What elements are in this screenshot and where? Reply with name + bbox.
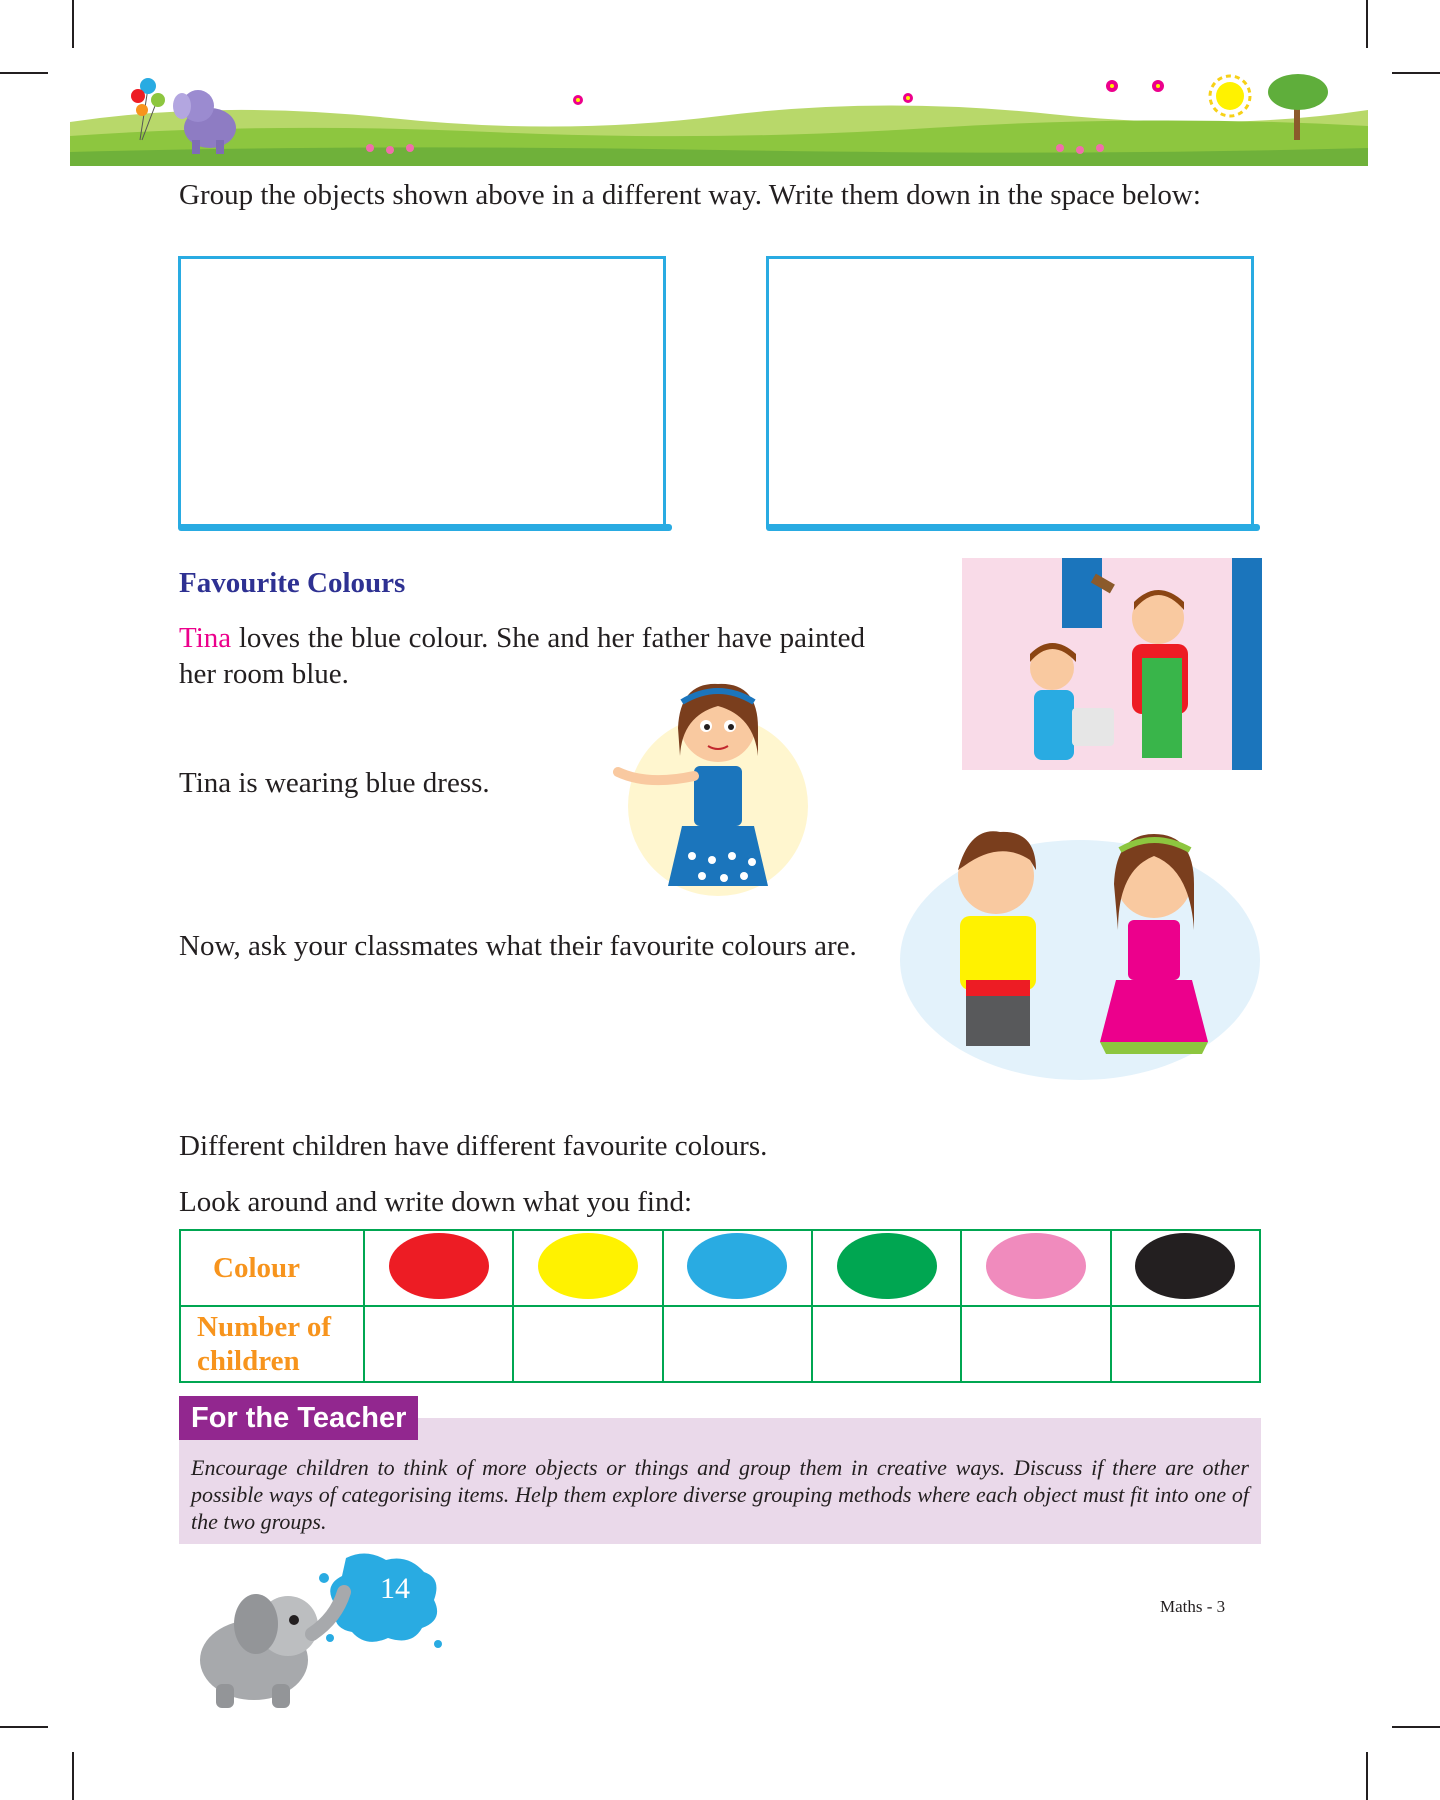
- crop-mark: [0, 72, 48, 74]
- swatch-cell: [364, 1230, 513, 1306]
- answer-box-left-shadow: [178, 524, 672, 531]
- count-cell-pink[interactable]: [961, 1306, 1110, 1382]
- teacher-note-tab: For the Teacher: [179, 1396, 418, 1440]
- answer-box-right[interactable]: [766, 256, 1254, 528]
- boy-girl-illustration: [890, 820, 1260, 1082]
- crop-mark: [1392, 72, 1440, 74]
- count-header: Number of children: [180, 1306, 364, 1382]
- intro-text: Group the objects shown above in a different way. Write them down in the space below:: [179, 179, 1201, 211]
- colour-survey-table: [179, 1229, 1261, 1383]
- answer-box-left[interactable]: [178, 256, 666, 528]
- yellow-swatch: [538, 1233, 638, 1299]
- swatch-cell: [812, 1230, 961, 1306]
- header-banner: [70, 70, 1368, 166]
- crop-mark: [72, 1752, 74, 1800]
- swatch-cell: [513, 1230, 662, 1306]
- count-cell-green[interactable]: [812, 1306, 961, 1382]
- swatch-cell: [1111, 1230, 1260, 1306]
- count-cell-black[interactable]: [1111, 1306, 1260, 1382]
- green-swatch: [837, 1233, 937, 1299]
- count-row: [180, 1306, 1260, 1382]
- answer-box-right-shadow: [766, 524, 1260, 531]
- count-cell-red[interactable]: [364, 1306, 513, 1382]
- page-number: 14: [380, 1572, 410, 1605]
- colour-header: Colour: [180, 1230, 364, 1306]
- crop-mark: [72, 0, 74, 48]
- book-title: Maths - 3: [1160, 1597, 1226, 1616]
- para-look-around: Look around and write down what you find:: [179, 1186, 693, 1218]
- colour-row: [180, 1230, 1260, 1306]
- red-swatch: [389, 1233, 489, 1299]
- para-different-children: Different children have different favourite colours.: [179, 1130, 768, 1162]
- blue-swatch: [687, 1233, 787, 1299]
- teacher-note-text: Encourage children to think of more objects or things and group them in creative ways. Discuss if there are other possible ways of categorising items. Help them explore diverse grouping methods where each object must fit into one of the two groups.: [191, 1455, 1249, 1534]
- black-swatch: [1135, 1233, 1235, 1299]
- count-cell-yellow[interactable]: [513, 1306, 662, 1382]
- crop-mark: [1366, 1752, 1368, 1800]
- name-tina: Tina: [179, 622, 232, 654]
- painting-room-illustration: [962, 558, 1262, 770]
- count-cell-blue[interactable]: [663, 1306, 812, 1382]
- swatch-cell: [663, 1230, 812, 1306]
- para-tina-room-text: loves the blue colour. She and her father have painted her room blue.: [179, 622, 865, 690]
- swatch-cell: [961, 1230, 1110, 1306]
- para-ask-classmates: Now, ask your classmates what their favourite colours are.: [179, 930, 857, 962]
- para-tina-dress: Tina is wearing blue dress.: [179, 767, 490, 799]
- section-title: Favourite Colours: [179, 567, 406, 599]
- pink-swatch: [986, 1233, 1086, 1299]
- crop-mark: [1392, 1726, 1440, 1728]
- crop-mark: [0, 1726, 48, 1728]
- crop-mark: [1366, 0, 1368, 48]
